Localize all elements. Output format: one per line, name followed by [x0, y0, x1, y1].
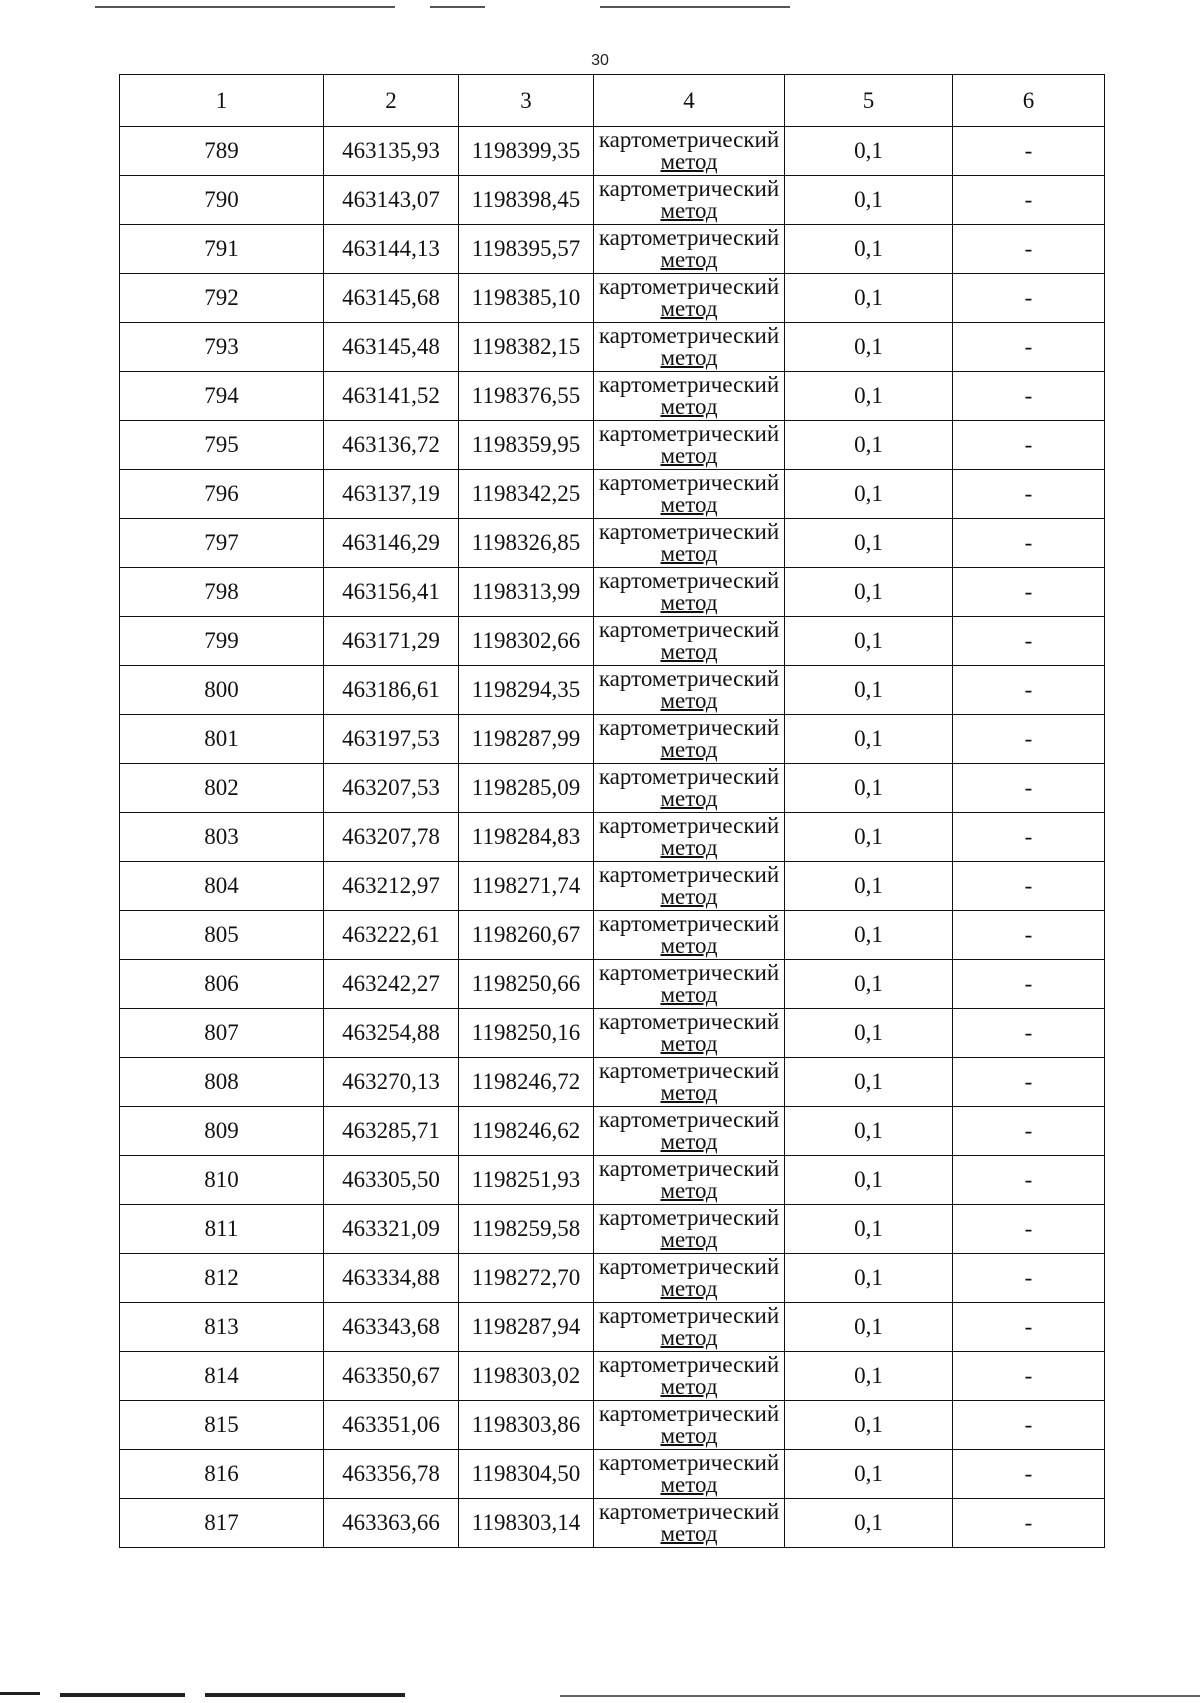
method-line-2: метод [660, 688, 718, 713]
y-coordinate-cell: 1198303,02 [459, 1352, 594, 1401]
x-coordinate-cell: 463141,52 [324, 372, 459, 421]
y-coordinate-cell: 1198326,85 [459, 519, 594, 568]
x-coordinate-cell: 463212,97 [324, 862, 459, 911]
method-cell [594, 470, 785, 519]
note-cell: - [953, 470, 1105, 519]
method-line-2: метод [660, 1031, 718, 1056]
method-line-2: метод [660, 639, 718, 664]
table-row [120, 960, 1105, 1009]
x-coordinate-cell: 463156,41 [324, 568, 459, 617]
scan-artifact-top-left [95, 6, 395, 8]
method-line-2: метод [660, 1080, 718, 1105]
x-coordinate-cell: 463305,50 [324, 1156, 459, 1205]
method-line-1: картометрический [598, 1156, 780, 1181]
column-header-5: 5 [785, 75, 953, 127]
table-body [120, 127, 1105, 1548]
y-coordinate-cell: 1198398,45 [459, 176, 594, 225]
accuracy-cell: 0,1 [785, 1205, 953, 1254]
y-coordinate-cell: 1198385,10 [459, 274, 594, 323]
y-coordinate-cell: 1198342,25 [459, 470, 594, 519]
x-coordinate-cell: 463285,71 [324, 1107, 459, 1156]
x-coordinate-cell: 463171,29 [324, 617, 459, 666]
y-coordinate-cell: 1198287,99 [459, 715, 594, 764]
y-coordinate-cell: 1198250,66 [459, 960, 594, 1009]
method-line-2: метод [660, 835, 718, 860]
table-row [120, 1450, 1105, 1499]
accuracy-cell: 0,1 [785, 176, 953, 225]
column-header-3: 3 [459, 75, 594, 127]
y-coordinate-cell: 1198260,67 [459, 911, 594, 960]
table-row [120, 1254, 1105, 1303]
y-coordinate-cell: 1198304,50 [459, 1450, 594, 1499]
x-coordinate-cell: 463270,13 [324, 1058, 459, 1107]
accuracy-cell: 0,1 [785, 1499, 953, 1548]
method-line-1: картометрический [598, 1058, 780, 1083]
table-row [120, 666, 1105, 715]
x-coordinate-cell: 463222,61 [324, 911, 459, 960]
column-header-6: 6 [953, 75, 1105, 127]
note-cell: - [953, 421, 1105, 470]
x-coordinate-cell: 463334,88 [324, 1254, 459, 1303]
table-row [120, 1499, 1105, 1548]
method-line-2: метод [660, 541, 718, 566]
method-line-2: метод [660, 394, 718, 419]
y-coordinate-cell: 1198246,72 [459, 1058, 594, 1107]
method-line-1: картометрический [598, 1009, 780, 1034]
method-cell [594, 617, 785, 666]
method-cell [594, 862, 785, 911]
scan-artifact-bottom-left [0, 1692, 40, 1695]
point-number-cell: 789 [120, 127, 324, 176]
accuracy-cell: 0,1 [785, 519, 953, 568]
method-line-1: картометрический [598, 1107, 780, 1132]
x-coordinate-cell: 463137,19 [324, 470, 459, 519]
note-cell: - [953, 813, 1105, 862]
method-line-2: метод [660, 590, 718, 615]
x-coordinate-cell: 463143,07 [324, 176, 459, 225]
column-header-1: 1 [120, 75, 324, 127]
x-coordinate-cell: 463145,68 [324, 274, 459, 323]
note-cell: - [953, 1450, 1105, 1499]
y-coordinate-cell: 1198287,94 [459, 1303, 594, 1352]
accuracy-cell: 0,1 [785, 666, 953, 715]
method-cell [594, 568, 785, 617]
table-row [120, 911, 1105, 960]
x-coordinate-cell: 463351,06 [324, 1401, 459, 1450]
table-row [120, 862, 1105, 911]
note-cell: - [953, 1352, 1105, 1401]
point-number-cell: 807 [120, 1009, 324, 1058]
method-cell [594, 666, 785, 715]
accuracy-cell: 0,1 [785, 617, 953, 666]
table-row [120, 274, 1105, 323]
accuracy-cell: 0,1 [785, 323, 953, 372]
method-cell [594, 1009, 785, 1058]
note-cell: - [953, 225, 1105, 274]
point-number-cell: 804 [120, 862, 324, 911]
method-line-1: картометрический [598, 519, 780, 544]
accuracy-cell: 0,1 [785, 1058, 953, 1107]
method-cell [594, 1058, 785, 1107]
point-number-cell: 810 [120, 1156, 324, 1205]
x-coordinate-cell: 463144,13 [324, 225, 459, 274]
method-cell [594, 1303, 785, 1352]
method-line-2: метод [660, 786, 718, 811]
table-row [120, 372, 1105, 421]
method-line-1: картометрический [598, 1303, 780, 1328]
method-line-2: метод [660, 1227, 718, 1252]
point-number-cell: 805 [120, 911, 324, 960]
point-number-cell: 808 [120, 1058, 324, 1107]
accuracy-cell: 0,1 [785, 1352, 953, 1401]
table-row [120, 1058, 1105, 1107]
table-row [120, 764, 1105, 813]
scan-artifact-top-mid [430, 6, 485, 8]
point-number-cell: 794 [120, 372, 324, 421]
method-cell [594, 372, 785, 421]
point-number-cell: 815 [120, 1401, 324, 1450]
method-line-1: картометрический [598, 274, 780, 299]
point-number-cell: 806 [120, 960, 324, 1009]
table-row [120, 1009, 1105, 1058]
x-coordinate-cell: 463343,68 [324, 1303, 459, 1352]
y-coordinate-cell: 1198302,66 [459, 617, 594, 666]
method-line-2: метод [660, 933, 718, 958]
accuracy-cell: 0,1 [785, 862, 953, 911]
point-number-cell: 811 [120, 1205, 324, 1254]
note-cell: - [953, 1499, 1105, 1548]
method-line-1: картометрический [598, 421, 780, 446]
accuracy-cell: 0,1 [785, 225, 953, 274]
point-number-cell: 792 [120, 274, 324, 323]
method-line-1: картометрический [598, 323, 780, 348]
method-line-2: метод [660, 1178, 718, 1203]
x-coordinate-cell: 463136,72 [324, 421, 459, 470]
x-coordinate-cell: 463197,53 [324, 715, 459, 764]
note-cell: - [953, 372, 1105, 421]
x-coordinate-cell: 463207,78 [324, 813, 459, 862]
point-number-cell: 790 [120, 176, 324, 225]
y-coordinate-cell: 1198285,09 [459, 764, 594, 813]
method-line-1: картометрический [598, 225, 780, 250]
point-number-cell: 798 [120, 568, 324, 617]
accuracy-cell: 0,1 [785, 960, 953, 1009]
note-cell: - [953, 715, 1105, 764]
method-line-2: метод [660, 198, 718, 223]
y-coordinate-cell: 1198399,35 [459, 127, 594, 176]
note-cell: - [953, 1303, 1105, 1352]
point-number-cell: 817 [120, 1499, 324, 1548]
method-line-2: метод [660, 1325, 718, 1350]
scan-artifact-bottom-right [205, 1693, 405, 1697]
x-coordinate-cell: 463350,67 [324, 1352, 459, 1401]
accuracy-cell: 0,1 [785, 274, 953, 323]
y-coordinate-cell: 1198313,99 [459, 568, 594, 617]
method-line-1: картометрический [598, 617, 780, 642]
scan-artifact-top-right [600, 6, 790, 8]
table-row [120, 1107, 1105, 1156]
method-cell [594, 274, 785, 323]
point-number-cell: 814 [120, 1352, 324, 1401]
y-coordinate-cell: 1198294,35 [459, 666, 594, 715]
method-line-2: метод [660, 737, 718, 762]
accuracy-cell: 0,1 [785, 1009, 953, 1058]
note-cell: - [953, 1401, 1105, 1450]
method-line-2: метод [660, 149, 718, 174]
method-line-1: картометрический [598, 715, 780, 740]
point-number-cell: 801 [120, 715, 324, 764]
method-cell [594, 127, 785, 176]
method-line-1: картометрический [598, 568, 780, 593]
method-line-1: картометрический [598, 470, 780, 495]
method-line-1: картометрический [598, 176, 780, 201]
table-row [120, 470, 1105, 519]
method-line-1: картометрический [598, 911, 780, 936]
page-number: 30 [591, 52, 609, 69]
note-cell: - [953, 568, 1105, 617]
coordinates-table [119, 74, 1105, 1548]
accuracy-cell: 0,1 [785, 1156, 953, 1205]
table-row [120, 617, 1105, 666]
point-number-cell: 802 [120, 764, 324, 813]
x-coordinate-cell: 463135,93 [324, 127, 459, 176]
note-cell: - [953, 862, 1105, 911]
point-number-cell: 791 [120, 225, 324, 274]
method-cell [594, 1205, 785, 1254]
y-coordinate-cell: 1198271,74 [459, 862, 594, 911]
table-row [120, 1352, 1105, 1401]
method-line-1: картометрический [598, 1352, 780, 1377]
scan-artifact-bottom-mid [60, 1693, 185, 1697]
note-cell: - [953, 1009, 1105, 1058]
point-number-cell: 795 [120, 421, 324, 470]
note-cell: - [953, 911, 1105, 960]
method-line-1: картометрический [598, 1499, 780, 1524]
note-cell: - [953, 519, 1105, 568]
method-line-1: картометрический [598, 862, 780, 887]
accuracy-cell: 0,1 [785, 421, 953, 470]
y-coordinate-cell: 1198303,14 [459, 1499, 594, 1548]
x-coordinate-cell: 463363,66 [324, 1499, 459, 1548]
note-cell: - [953, 1058, 1105, 1107]
point-number-cell: 812 [120, 1254, 324, 1303]
method-line-2: метод [660, 1423, 718, 1448]
y-coordinate-cell: 1198251,93 [459, 1156, 594, 1205]
note-cell: - [953, 617, 1105, 666]
y-coordinate-cell: 1198382,15 [459, 323, 594, 372]
method-cell [594, 715, 785, 764]
table-row [120, 127, 1105, 176]
note-cell: - [953, 274, 1105, 323]
note-cell: - [953, 323, 1105, 372]
x-coordinate-cell: 463321,09 [324, 1205, 459, 1254]
accuracy-cell: 0,1 [785, 1303, 953, 1352]
y-coordinate-cell: 1198246,62 [459, 1107, 594, 1156]
method-line-2: метод [660, 884, 718, 909]
note-cell: - [953, 127, 1105, 176]
method-line-2: метод [660, 982, 718, 1007]
table-header-row [120, 75, 1105, 127]
table-row [120, 813, 1105, 862]
point-number-cell: 809 [120, 1107, 324, 1156]
accuracy-cell: 0,1 [785, 1107, 953, 1156]
method-line-1: картометрический [598, 764, 780, 789]
note-cell: - [953, 666, 1105, 715]
table-row [120, 225, 1105, 274]
accuracy-cell: 0,1 [785, 1401, 953, 1450]
method-line-1: картометрический [598, 1450, 780, 1475]
accuracy-cell: 0,1 [785, 568, 953, 617]
x-coordinate-cell: 463242,27 [324, 960, 459, 1009]
method-line-2: метод [660, 1276, 718, 1301]
method-cell [594, 1156, 785, 1205]
method-line-2: метод [660, 1521, 718, 1546]
table-row [120, 1205, 1105, 1254]
accuracy-cell: 0,1 [785, 1450, 953, 1499]
method-line-1: картометрический [598, 127, 780, 152]
method-line-1: картометрический [598, 666, 780, 691]
point-number-cell: 799 [120, 617, 324, 666]
note-cell: - [953, 1107, 1105, 1156]
note-cell: - [953, 1205, 1105, 1254]
x-coordinate-cell: 463254,88 [324, 1009, 459, 1058]
method-cell [594, 1450, 785, 1499]
y-coordinate-cell: 1198250,16 [459, 1009, 594, 1058]
accuracy-cell: 0,1 [785, 372, 953, 421]
method-cell [594, 1107, 785, 1156]
point-number-cell: 800 [120, 666, 324, 715]
method-cell [594, 764, 785, 813]
y-coordinate-cell: 1198272,70 [459, 1254, 594, 1303]
method-line-1: картометрический [598, 1401, 780, 1426]
method-cell [594, 1499, 785, 1548]
table-row [120, 519, 1105, 568]
method-cell [594, 1254, 785, 1303]
method-line-2: метод [660, 345, 718, 370]
point-number-cell: 796 [120, 470, 324, 519]
table-row [120, 323, 1105, 372]
y-coordinate-cell: 1198284,83 [459, 813, 594, 862]
table-row [120, 715, 1105, 764]
x-coordinate-cell: 463186,61 [324, 666, 459, 715]
method-line-1: картометрический [598, 813, 780, 838]
note-cell: - [953, 1254, 1105, 1303]
column-header-2: 2 [324, 75, 459, 127]
method-cell [594, 1352, 785, 1401]
y-coordinate-cell: 1198259,58 [459, 1205, 594, 1254]
method-line-1: картометрический [598, 1205, 780, 1230]
point-number-cell: 816 [120, 1450, 324, 1499]
table-header [120, 75, 1105, 127]
method-line-1: картометрический [598, 960, 780, 985]
note-cell: - [953, 960, 1105, 1009]
table-row [120, 1156, 1105, 1205]
column-header-4: 4 [594, 75, 785, 127]
y-coordinate-cell: 1198395,57 [459, 225, 594, 274]
y-coordinate-cell: 1198376,55 [459, 372, 594, 421]
method-line-2: метод [660, 492, 718, 517]
accuracy-cell: 0,1 [785, 470, 953, 519]
x-coordinate-cell: 463145,48 [324, 323, 459, 372]
method-cell [594, 176, 785, 225]
accuracy-cell: 0,1 [785, 1254, 953, 1303]
table-row [120, 1303, 1105, 1352]
method-line-1: картометрический [598, 1254, 780, 1279]
method-cell [594, 519, 785, 568]
note-cell: - [953, 764, 1105, 813]
method-cell [594, 1401, 785, 1450]
accuracy-cell: 0,1 [785, 911, 953, 960]
y-coordinate-cell: 1198303,86 [459, 1401, 594, 1450]
method-line-2: метод [660, 1472, 718, 1497]
method-cell [594, 421, 785, 470]
method-cell [594, 960, 785, 1009]
point-number-cell: 813 [120, 1303, 324, 1352]
x-coordinate-cell: 463356,78 [324, 1450, 459, 1499]
point-number-cell: 803 [120, 813, 324, 862]
y-coordinate-cell: 1198359,95 [459, 421, 594, 470]
method-cell [594, 911, 785, 960]
accuracy-cell: 0,1 [785, 764, 953, 813]
table-row [120, 421, 1105, 470]
method-line-2: метод [660, 247, 718, 272]
point-number-cell: 797 [120, 519, 324, 568]
method-cell [594, 323, 785, 372]
note-cell: - [953, 176, 1105, 225]
point-number-cell: 793 [120, 323, 324, 372]
method-line-2: метод [660, 1374, 718, 1399]
method-cell [594, 813, 785, 862]
note-cell: - [953, 1156, 1105, 1205]
accuracy-cell: 0,1 [785, 127, 953, 176]
accuracy-cell: 0,1 [785, 715, 953, 764]
table-row [120, 568, 1105, 617]
scan-artifact-bottom-far [560, 1695, 1200, 1697]
method-line-2: метод [660, 1129, 718, 1154]
table-row [120, 176, 1105, 225]
x-coordinate-cell: 463146,29 [324, 519, 459, 568]
x-coordinate-cell: 463207,53 [324, 764, 459, 813]
accuracy-cell: 0,1 [785, 813, 953, 862]
method-line-2: метод [660, 443, 718, 468]
method-line-2: метод [660, 296, 718, 321]
method-line-1: картометрический [598, 372, 780, 397]
method-cell [594, 225, 785, 274]
table-row [120, 1401, 1105, 1450]
